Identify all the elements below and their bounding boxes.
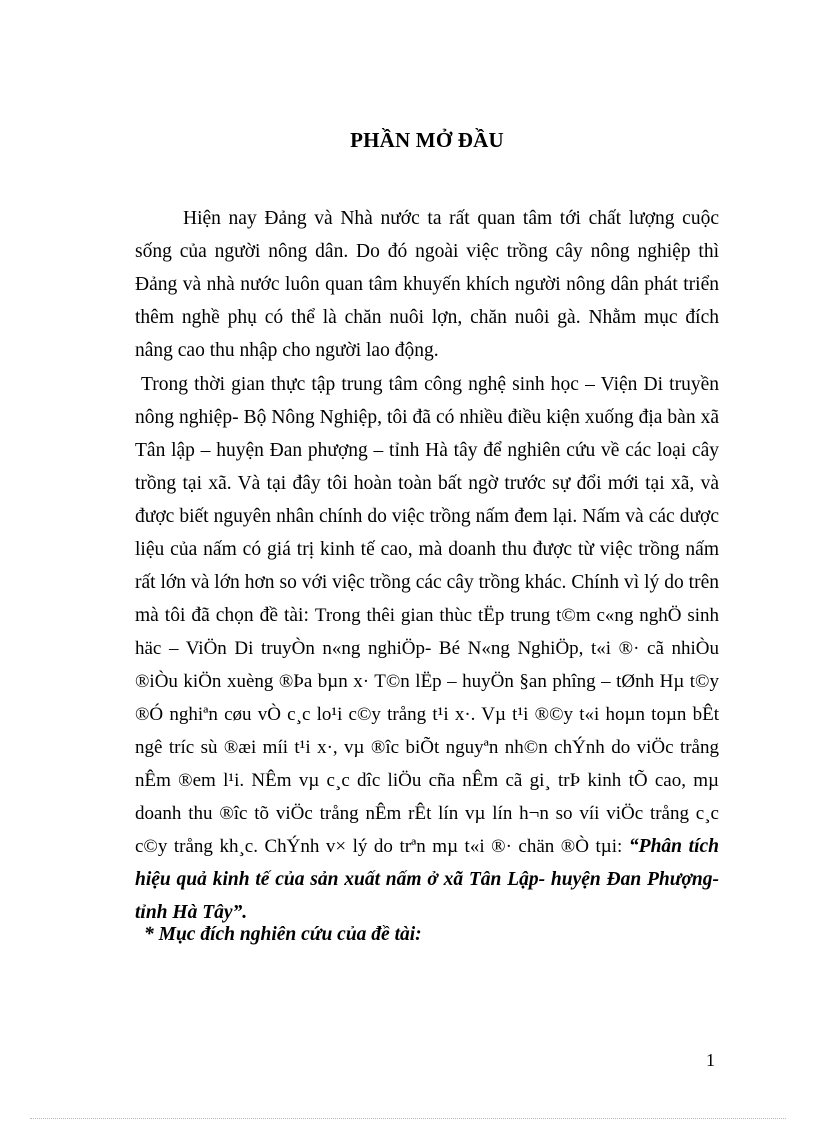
research-context-text: Trong thời gian thực tập trung tâm công nghệ sinh học – Viện Di truyền nông nghiệp- Bộ Nông Nghiệp, tôi đã có nhiều điều kiện xuống địa bàn xã Tân lập – huyện Đan phượng – tỉnh Hà tây để nghiên cứu về các loại cây trồng tại xã. Và tại đây tôi hoàn toàn bất ngờ trước sự đổi mới tại xã, và được biết nguyên nhân chính do việc trồng nấm đem lại. Nấm và các dược liệu của nấm có giá trị kinh tế cao, mà doanh thu được từ việc trồng nấm rất lớn và lớn hơn so với việc trồng các cây trồng khác. Chính vì lý do trên mà tôi đã chọn đề tài: [135,374,719,626]
legacy-encoded-text: Trong thêi gian thùc tËp trung t©m c«ng nghÖ sinh häc – ViÖn Di truyÒn n«ng nghiÖp- Bé N«ng NghiÖp, t«i ®· cã nhiÒu ®iÒu kiÖn xuèng ®Þa bµn x· T©n lËp – huyÖn §an phîng – tØnh Hµ t©y ®Ó nghiªn cøu vÒ c¸c lo¹i c©y trång t¹i x·. Vµ t¹i ®©y t«i hoµn toµn bÊt ngê tríc sù ®æi míi t¹i x·, vµ ®îc biÕt nguyªn nh©n chÝnh do viÖc trång nÊm ®em l¹i. NÊm vµ c¸c dîc liÖu cña nÊm cã gi¸ trÞ kinh tÕ cao, mµ doanh thu ®îc tõ viÖc trång nÊm rÊt lín vµ lín h¬n so víi viÖc trång c¸c c©y trång kh¸c. ChÝnh v× lý do trªn mµ t«i ®· chän ®Ò tµi: [135,605,720,857]
page-title: PHẦN MỞ ĐẦU [350,128,504,152]
intro-paragraph [135,202,719,367]
page-number: 1 [706,1050,715,1070]
thesis-title: “Phân tích hiệu quả kinh tế của sản xuất nấm ở xã Tân Lập- huyện Đan Phượng- tỉnh Hà Tây”. [135,836,720,923]
research-objective-heading: * Mục đích nghiên cứu của đề tài: [144,924,422,945]
research-context-paragraph [135,368,719,929]
page-footer-divider [30,1118,786,1119]
intro-paragraph-text: Hiện nay Đảng và Nhà nước ta rất quan tâm tới chất lượng cuộc sống của người nông dân. Do đó ngoài việc trồng cây nông nghiệp thì Đảng và nhà nước luôn quan tâm khuyến khích người nông dân phát triển thêm nghề phụ có thể là chăn nuôi lợn, chăn nuôi gà. Nhằm mục đích nâng cao thu nhập cho người lao động. [135,208,719,361]
